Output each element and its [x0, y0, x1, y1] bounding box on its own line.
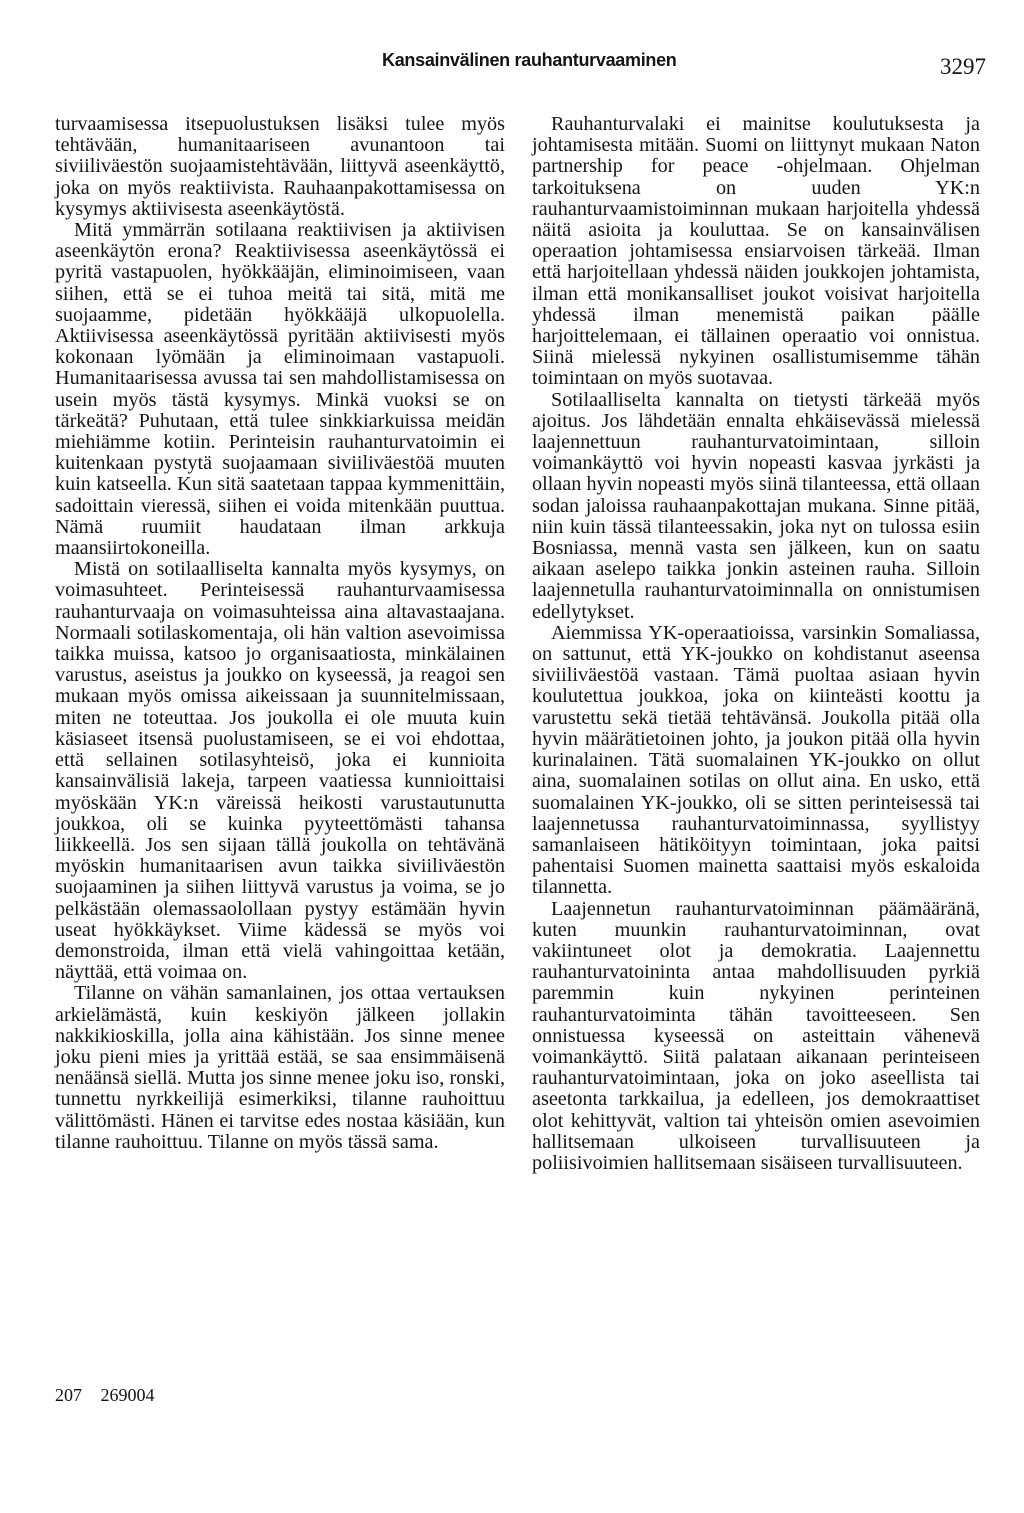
paragraph: Tilanne on vähän samanlainen, jos ottaa vertauksen arkielämästä, kuin keskiyön jälkeen jollakin nakkikioskilla, jolla aina kähistään. Jos sinne menee joku pieni mies ja yrittää estää, se saa ensimmäisenä nenäänsä siellä. Mutta jos sinne menee joku iso, ronski, tunnettu nyrkkeilijä esimerkiksi, tilanne rauhoittuu välittömästi. Hänen ei tarvitse edes nostaa käsiään, kun tilanne rauhoittuu. Tilanne on myös tässä sama.	[55, 982, 505, 1153]
paragraph: Laajennetun rauhanturvatoiminnan päämääränä, kuten muunkin rauhanturvatoiminnan, ovat vakiintuneet olot ja demokratia. Laajennettu rauhanturvatoininta antaa mahdollisuuden pyrkiä paremmin kuin nykyinen perinteinen rauhanturvatoiminta tähän tavoitteeseen. Sen onnistuessa kyseessä on asteittain vähenevä voimankäyttö. Siitä palataan aikanaan perinteiseen rauhanturvatoimintaan, joka on joko aseellista tai aseetonta tarkkailua, ja edelleen, jos demokraattiset olot kehittyvät, valtion tai yhteisön omien asevoimien hallitsemaan ulkoiseen turvallisuuteen ja poliisivoimien hallitsemaan sisäiseen turvallisuuteen.	[532, 897, 980, 1174]
paragraph: Aiemmissa YK-operaatioissa, varsinkin Somaliassa, on sattunut, että YK-joukko on kohdistanut aseensa siviiliväestöä vastaan. Tämä puoltaa asiaan hyvin koulutettua joukkoa, joka on kiinteästi koottu ja varustettu sekä tietää tehtävänsä. Joukolla pitää olla hyvin määrätietoinen johto, ja joukon pitää olla hyvin kurinalainen. Tätä suomalainen YK-joukko on ollut aina, suomalainen sotilas on ollut aina. En usko, että suomalainen YK-joukko, oli se sitten perinteisessä tai laajennetussa rauhanturvatoiminnassa, syyllistyy samanlaiseen hätiköityyn toimintaan, joka paitsi pahentaisi Suomen mainetta saattaisi myös eskaloida tilannetta.	[532, 621, 980, 899]
right-column	[532, 114, 980, 1174]
paragraph: Mistä on sotilaalliselta kannalta myös kysymys, on voimasuhteet. Perinteisessä rauhanturvaamisessa rauhanturvaaja on voimasuhteissa aina altavastaajana. Normaali sotilaskomentaja, oli hän valtion asevoimissa taikka muissa, katsoo jo organisaatiosta, minkälainen varustus, aseistus ja joukko on kyseessä, ja reagoi sen mukaan myös omissa aikeissaan ja suunnitelmissaan, miten ne toteuttaa. Jos joukolla ei ole muuta kuin käsiaseet itsensä puolustamiseen, se ei voi ehdottaa, että sellainen sotilasyhteisö, joka ei kunnioita kansainvälisiä lakeja, tarpeen vaatiessa kunnioittaisi myöskään YK:n väreissä heikosti varustautunutta joukkoa, oli se kuinka pyyteettömästi tahansa liikkeellä. Jos sen sijaan tällä joukolla on tehtävänä myöskin humanitaarisen avun taikka siviiliväestön suojaaminen ja siihen liittyvä varustus ja voima, se jo pelkästään olemassaolollaan pystyy estämään hyvin useat hyökkäykset. Viime kädessä se myös voi demonstroida, ilman että vielä vahingoittaa ketään, näyttää, että voimaa on.	[55, 558, 505, 984]
running-title: Kansainvälinen rauhanturvaaminen	[382, 50, 677, 70]
paragraph: Rauhanturvalaki ei mainitse koulutuksesta ja johtamisesta mitään. Suomi on liittynyt mukaan Naton partnership for peace -ohjelmaan. Ohjelman tarkoituksena on uuden YK:n rauhanturvaamistoiminnan mukaan harjoitella yhdessä näitä asioita ja kouluttaa. Se on kansainvälisen operaation johtamisessa ensiarvoisen tärkeää. Ilman että harjoitellaan yhdessä näiden joukkojen johtamista, ilman että monikansalliset joukot voisivat harjoitella yhdessä ilman menemistä paikan päälle harjoittelemaan, ei tällainen operaatio voi onnistua. Siinä mielessä nykyinen osallistumisemme tähän toimintaan on myös suotavaa.	[532, 113, 980, 390]
paragraph: Mitä ymmärrän sotilaana reaktiivisen ja aktiivisen aseenkäytön erona? Reaktiivisessa aseenkäytössä ei pyritä vastapuolen, hyökkääjän, eliminoimiseen, vaan siihen, että se ei tuhoa meitä tai sitä, mitä me suojaamme, pidetään hyökkääjä ulkopuolella. Aktiivisessa aseenkäytössä pyritään aktiivisesti myös kokonaan lyömään ja eliminoimaan vastapuoli. Humanitaarisessa avussa tai sen mahdollistamisessa on usein myös tästä kysymys. Minkä vuoksi se on tärkeätä? Puhutaan, että tulee sinkkiarkuissa meidän miehiämme kotiin. Perinteisin rauhanturvatoimin ei kuitenkaan pystytä suojaamaan siviiliväestöä muuten kuin katseella. Kun sitä saatetaan tappaa kymmenittäin, sadoittain vieressä, siihen ei voida mitenkään puuttua. Nämä ruumiit haudataan ilman arkkuja maansiirtokoneilla.	[55, 219, 505, 560]
print-code: 207 269004	[55, 1385, 155, 1405]
left-column	[55, 114, 505, 1153]
page-header	[0, 50, 1024, 86]
page-number: 3297	[940, 54, 986, 79]
paragraph: turvaamisessa itsepuolustuksen lisäksi tulee myös tehtävään, humanitaariseen avunantoon tai siviiliväestön suojaamistehtävään, liittyvä aseenkäyttö, joka on myös reaktiivista. Rauhaanpakottamisessa on kysymys aktiivisesta aseenkäytöstä.	[55, 113, 505, 220]
paragraph: Sotilaalliselta kannalta on tietysti tärkeää myös ajoitus. Jos lähdetään ennalta ehkäisevässä mielessä laajennettuun rauhanturvatoimintaan, silloin voimankäyttö voi hyvin nopeasti kasvaa jyrkästi ja ollaan hyvin nopeasti myös siinä tilanteessa, että ollaan sodan jaloissa rauhaanpakottajan mukana. Sinne pitää, niin kuin tässä tilanteessakin, joka nyt on tulossa esiin Bosniassa, mennä vasta sen jälkeen, kun on saatu aikaan aselepo taikka jonkin asteinen rauha. Silloin laajennetulla rauhanturvatoiminnalla on onnistumisen edellytykset.	[532, 388, 980, 623]
